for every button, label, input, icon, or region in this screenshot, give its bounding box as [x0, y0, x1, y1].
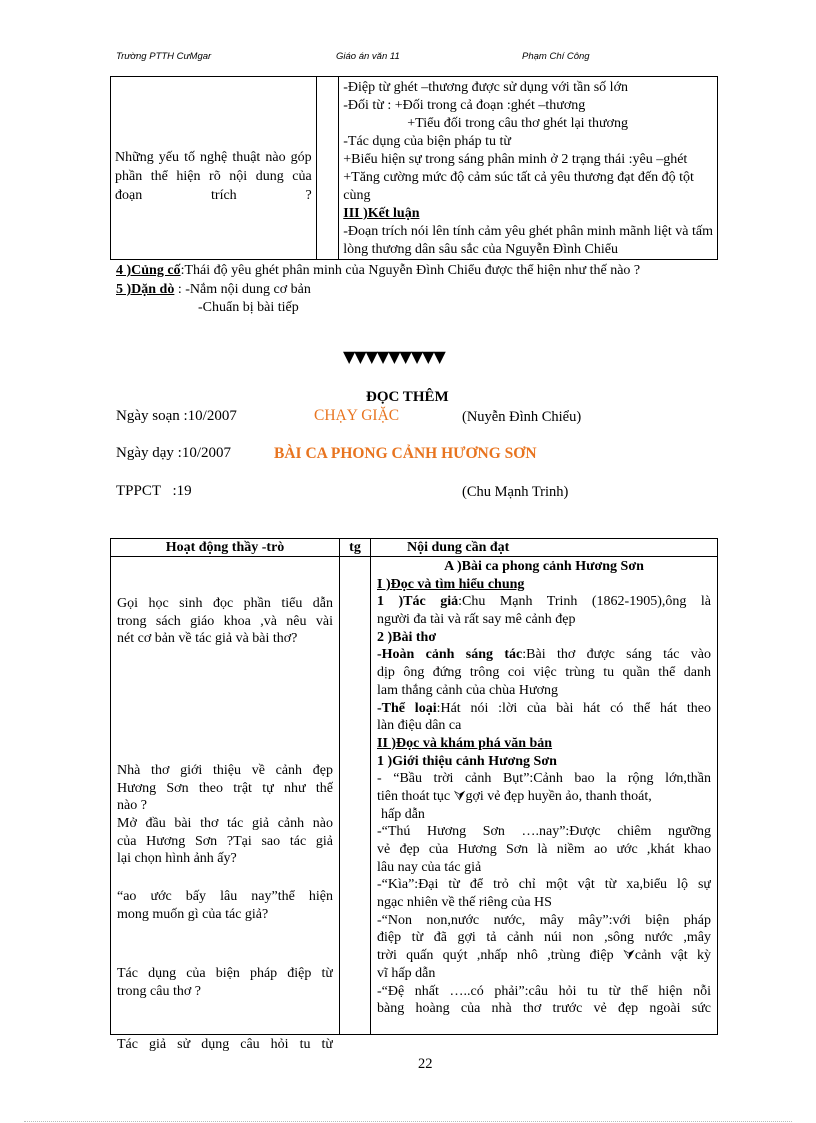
content-line: lâu nay của tác giả [377, 859, 482, 875]
section-heading: II )Đọc và khám phá văn bản [377, 735, 553, 751]
content-line: người đa tài và rất say mê cảnh đẹp [377, 612, 576, 628]
content-line: điệp từ đã gợi tả cảnh núi non ,sông nước ,mây [377, 930, 711, 946]
conclusion-heading: III )Kết luận [343, 206, 420, 221]
top-question: Những yếu tố nghệ thuật nào góp phần thể hiện rõ nội dung của đoạn trích ? [115, 149, 312, 203]
content-line: bàng hoàng của nhà thơ trước vẻ đẹp ngoài sức [377, 1001, 711, 1017]
section-heading: I )Đọc và tìm hiểu chung [377, 576, 525, 592]
content-label: -Thể loại [377, 700, 437, 716]
content-line: tiên thoát tục ⮛gợi vẻ đẹp huyền ảo, thanh thoát, [377, 788, 652, 804]
content-label: -Hoàn cảnh sáng tác [377, 647, 523, 663]
activity-line: Gọi học sinh đọc phần tiểu dẫn [117, 596, 333, 611]
activity-line: lại chọn hình ảnh ấy? [117, 851, 237, 867]
ornament-divider: ▼▼▼▼▼▼▼▼▼ [343, 347, 445, 366]
instructions-line [116, 282, 311, 298]
content-line: trời quấn quýt ,nhấp nhô ,trùng điệp ⮛cảnh vật kỳ [377, 948, 711, 964]
top-line: -Điệp từ ghét –thương được sử dụng với tần số lớn [343, 80, 628, 95]
consolidate-line [116, 263, 640, 279]
content-line: -“Đệ nhất …..có phải”:câu hỏi tu từ thể hiện nỗi [377, 983, 711, 999]
activity-line: Mở đầu bài thơ tác giả cảnh nào [117, 816, 333, 832]
content-line: :Hát nói :lời của bài hát có thể hát theo [436, 700, 711, 716]
top-line: +Biểu hiện sự trong sáng phân minh ở 2 trạng thái :yêu –ghét [343, 152, 688, 167]
consolidate-label: 4 )Củng cố [116, 263, 181, 278]
activity-line: nét cơ bản về tác giả và bài thơ? [117, 631, 298, 647]
activity-line: của Hương Sơn ?Tại sao tác giả [117, 833, 333, 849]
content-line: :Chu Mạnh Trinh (1862-1905),ông là [458, 594, 711, 610]
content-label: 2 )Bài thơ [377, 629, 437, 645]
top-content [343, 79, 713, 259]
header-subject: Giáo án văn 11 [336, 51, 400, 62]
date-taught: Ngày dạy :10/2007 [116, 445, 231, 461]
top-line: -Đoạn trích nói lên tính cảm yêu ghét phân minh mãnh liệt và tấm [343, 224, 713, 239]
activity-line: trong sách giáo khoa ,và nêu vài [117, 613, 333, 629]
content-cell [371, 557, 718, 1035]
tppct: TPPCT :19 [116, 483, 192, 499]
content-line: làn điệu dân ca [377, 718, 462, 734]
activity-cell [111, 557, 340, 1052]
content-line: -“Thú Hương Sơn ….nay”:Được chiêm ngưỡng [377, 824, 711, 840]
header-time: tg [340, 539, 371, 557]
author-chay-giac: (Nuyễn Đình Chiểu) [462, 409, 582, 425]
instructions-label: 5 )Dặn dò [116, 282, 175, 297]
content-label: 1 )Giới thiệu cảnh Hương Sơn [377, 753, 557, 769]
content-line: ngạc nhiên về thế riêng của HS [377, 895, 552, 911]
section-a-title: A )Bài ca phong cảnh Hương Sơn [444, 559, 644, 574]
top-table [110, 76, 718, 260]
date-prepared: Ngày soạn :10/2007 [116, 408, 237, 424]
title-huong-son: BÀI CA PHONG CẢNH HƯƠNG SƠN [274, 445, 537, 462]
header-author: Phạm Chí Công [522, 51, 590, 62]
top-line: -Đối từ : +Đối trong cả đoạn :ghét –thương [343, 98, 586, 113]
author-huong-son: (Chu Mạnh Trinh) [462, 484, 569, 500]
activity-line: nào ? [117, 798, 147, 814]
content-line: -“Non non,nước nước, mây mây”:với biện pháp [377, 912, 711, 928]
content-line: -“Kìa”:Đại từ để trỏ chỉ một vật từ xa,biểu lộ sự [377, 877, 711, 893]
header-school: Trường PTTH CưMgar [116, 51, 212, 62]
time-cell [340, 557, 371, 1035]
content-line: vĩ hấp dẫn [377, 965, 436, 981]
reading-heading: ĐỌC THÊM [366, 389, 449, 405]
content-line: :Bài thơ được sáng tác vào [522, 647, 711, 663]
activity-line: mong muốn gì của tác giả? [117, 906, 269, 922]
instructions-line2: -Chuẩn bị bài tiếp [198, 300, 299, 315]
content-line: hấp dẫn [381, 806, 425, 822]
instructions-line1: : -Nắm nội dung cơ bản [177, 282, 311, 297]
header-content: Nội dung cần đạt [371, 539, 718, 557]
activity-line: Nhà thơ giới thiệu về cảnh đẹp [117, 763, 333, 778]
activity-line: Tác dụng của biện pháp điệp từ [117, 966, 333, 981]
content-line: lam thắng cảnh của chùa Hương [377, 682, 558, 698]
main-table [110, 538, 718, 1052]
title-chay-giac: CHẠY GIẶC [314, 407, 400, 424]
content-line: - “Bầu trời cảnh Bụt”:Cảnh bao la rộng lớn,thần [377, 771, 711, 787]
top-line: +Tăng cường mức độ cảm súc tất cả yêu thương đạt đến độ tột [343, 170, 694, 185]
top-line: -Tác dụng của biện pháp tu từ [343, 134, 512, 149]
consolidate-text: :Thái độ yêu ghét phân minh của Nguyễn Đình Chiểu được thể hiện như thế nào ? [180, 263, 641, 278]
top-line: lòng thương dân sâu sắc của Nguyễn Đình Chiểu [343, 242, 618, 257]
page-bottom-divider [24, 1121, 792, 1122]
content-line: vẻ đẹp của Hương Sơn là niềm ao ước ,khát khao [377, 842, 711, 857]
activity-line: Tác giả sử dụng câu hỏi tu từ [117, 1037, 333, 1052]
activity-line: trong câu thơ ? [117, 983, 201, 999]
header-activity: Hoạt động thầy -trò [111, 539, 340, 557]
activity-line: Hương Sơn theo trật tự như thế [117, 780, 333, 796]
content-label: 1 )Tác giả [377, 594, 459, 610]
page-number: 22 [418, 1056, 433, 1072]
top-line: +Tiểu đối trong câu thơ ghét lại thương [407, 116, 628, 131]
activity-line: “ao ước bấy lâu nay”thể hiện [117, 889, 333, 904]
content-line: dịp ông đứng trông coi việc trùng tu quần thể danh [377, 665, 711, 681]
top-line: cùng [343, 188, 371, 203]
